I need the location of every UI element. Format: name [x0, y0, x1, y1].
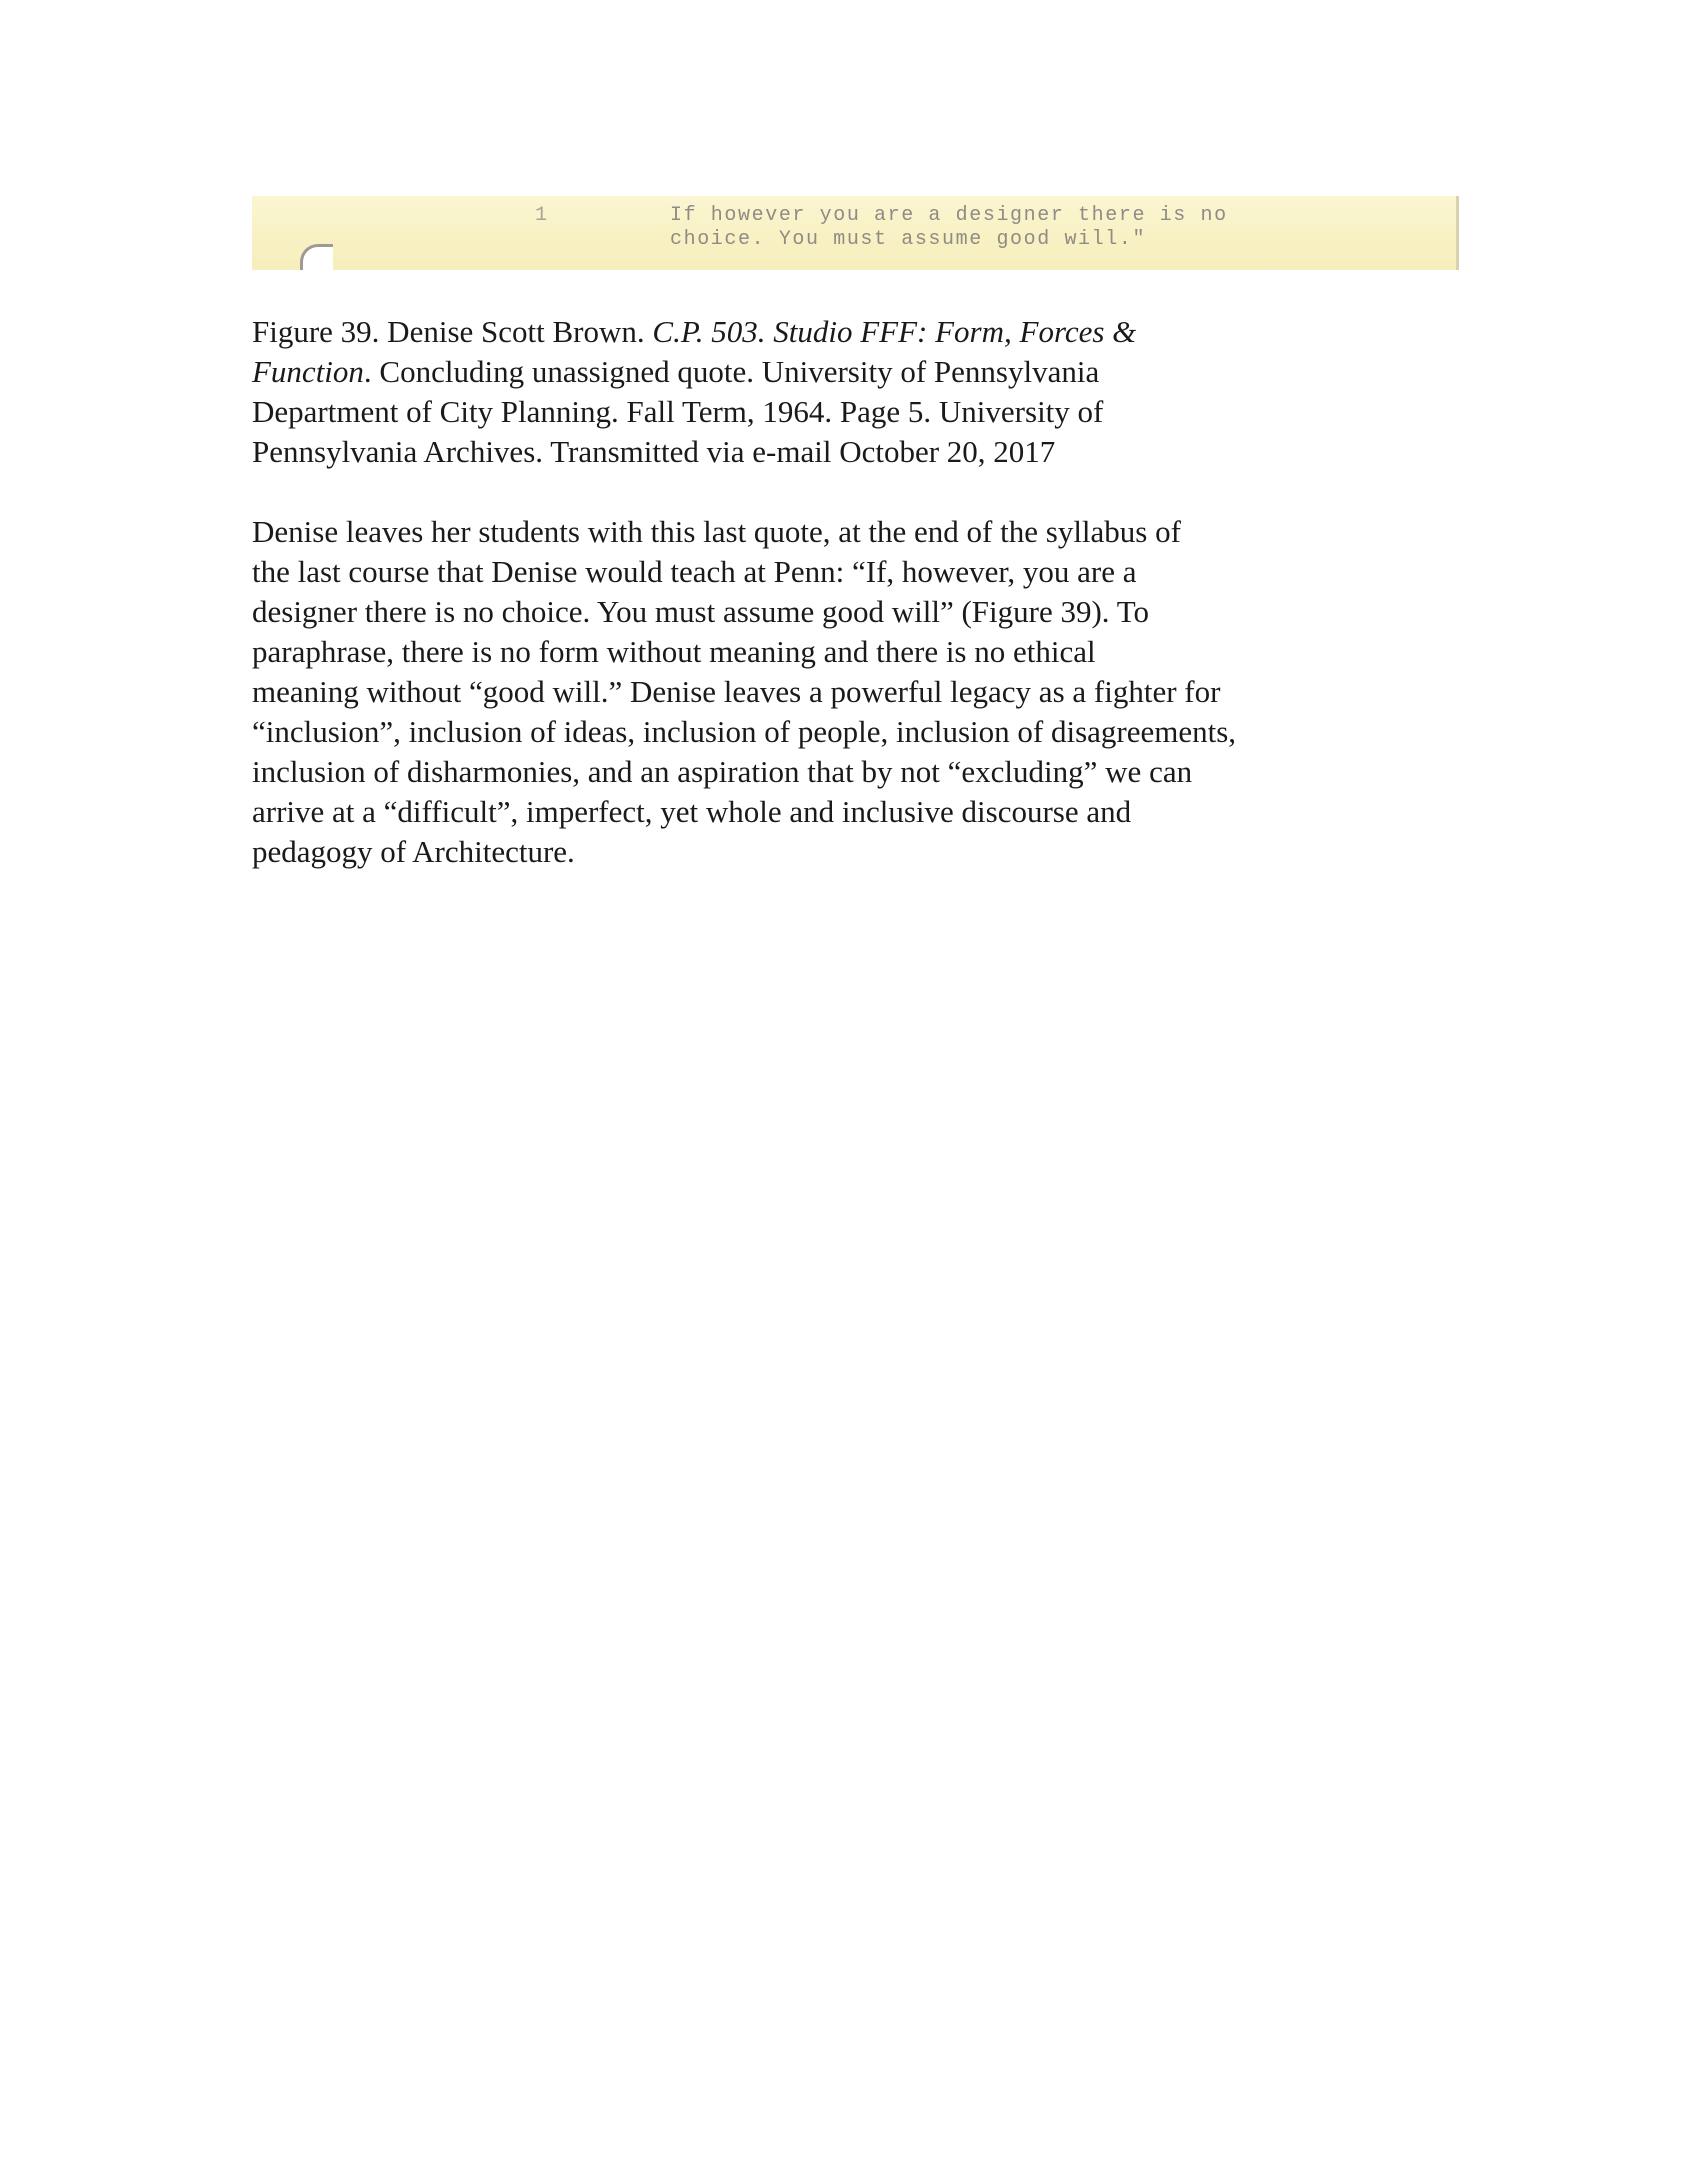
caption-prefix: Figure 39. Denise Scott Brown.: [252, 314, 653, 349]
typed-quote-line-1: If however you are a designer there is no: [670, 204, 1228, 227]
figure-39-scan: [252, 196, 1459, 270]
scan-edge: [1456, 196, 1459, 270]
body-line: arrive at a “difficult”, imperfect, yet whole and inclusive discourse and: [252, 794, 1132, 829]
body-line: Denise leaves her students with this last quote, at the end of the syllabus of: [252, 514, 1181, 549]
caption-line-4: Pennsylvania Archives. Transmitted via e-mail October 20, 2017: [252, 434, 1056, 469]
body-line: inclusion of disharmonies, and an aspiration that by not “excluding” we can: [252, 754, 1193, 789]
body-line: pedagogy of Architecture.: [252, 834, 575, 869]
body-paragraph: [252, 512, 1467, 872]
caption-line-1: [252, 312, 1467, 352]
figure-caption: [252, 312, 1467, 472]
caption-text: . Concluding unassigned quote. University of Pennsylvania: [363, 354, 1100, 389]
caption-italic-title: C.P. 503. Studio FFF: Form, Forces &: [652, 314, 1137, 349]
body-line: meaning without “good will.” Denise leaves a powerful legacy as a fighter for: [252, 674, 1221, 709]
caption-italic-title-end: Function: [252, 354, 364, 389]
scan-margin-mark: 1: [535, 204, 548, 227]
body-line: designer there is no choice. You must assume good will” (Figure 39). To: [252, 594, 1150, 629]
body-line: “inclusion”, inclusion of ideas, inclusion of people, inclusion of disagreements,: [252, 714, 1237, 749]
typed-quote: [670, 204, 1228, 252]
body-line: the last course that Denise would teach at Penn: “If, however, you are a: [252, 554, 1137, 589]
caption-line-2: [252, 352, 1467, 392]
caption-line-3: Department of City Planning. Fall Term, 1964. Page 5. University of: [252, 394, 1104, 429]
punch-hole-mark: [300, 244, 333, 270]
body-line: paraphrase, there is no form without meaning and there is no ethical: [252, 634, 1096, 669]
typed-quote-line-2: choice. You must assume good will.": [670, 228, 1147, 251]
